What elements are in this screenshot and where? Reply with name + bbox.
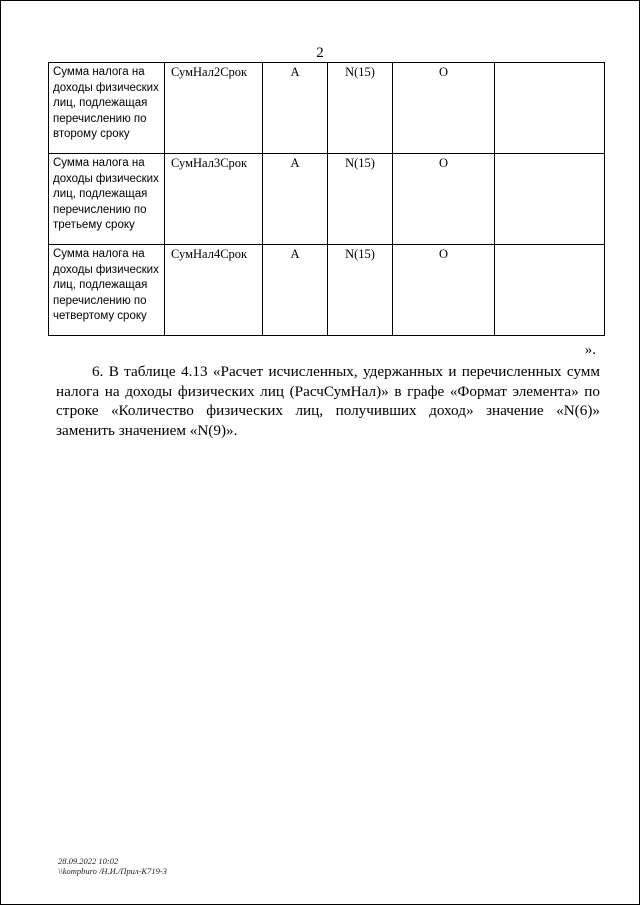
footer-date: 28.09.2022 10:02 (58, 856, 119, 866)
element-required-cell: О (393, 245, 495, 336)
page-number: 2 (316, 45, 324, 61)
element-code-cell: СумНал4Срок (165, 245, 263, 336)
table-row (49, 154, 605, 245)
table-row (49, 63, 605, 154)
element-name-cell: Сумма налога на доходы физических лиц, подлежащая перечислению по третьему сроку (49, 154, 165, 245)
element-type-cell: А (263, 63, 328, 154)
element-extra-cell (495, 245, 605, 336)
element-type-cell: А (263, 245, 328, 336)
fields-table (48, 62, 605, 336)
element-code-cell: СумНал3Срок (165, 154, 263, 245)
element-name-cell: Сумма налога на доходы физических лиц, подлежащая перечислению по четвертому сроку (49, 245, 165, 336)
element-format-cell: N(15) (328, 154, 393, 245)
document-footer (58, 856, 167, 876)
footer-path: \\kompburo /Н.И./Прил-К719-3 (58, 866, 167, 876)
element-type-cell: А (263, 154, 328, 245)
element-required-cell: О (393, 63, 495, 154)
element-name-cell: Сумма налога на доходы физических лиц, подлежащая перечислению по второму сроку (49, 63, 165, 154)
element-extra-cell (495, 154, 605, 245)
table-row (49, 245, 605, 336)
element-format-cell: N(15) (328, 63, 393, 154)
element-format-cell: N(15) (328, 245, 393, 336)
element-code-cell: СумНал2Срок (165, 63, 263, 154)
element-required-cell: О (393, 154, 495, 245)
amendment-paragraph: 6. В таблице 4.13 «Расчет исчисленных, удержанных и перечисленных сумм налога на доходы физических лиц (РасчСумНал)» в графе «Формат элемента» по строке «Количество физических лиц, получивших доход» значение «N(6)» заменить значением «N(9)». (56, 363, 600, 439)
closing-quote: ». (584, 342, 596, 358)
element-extra-cell (495, 63, 605, 154)
